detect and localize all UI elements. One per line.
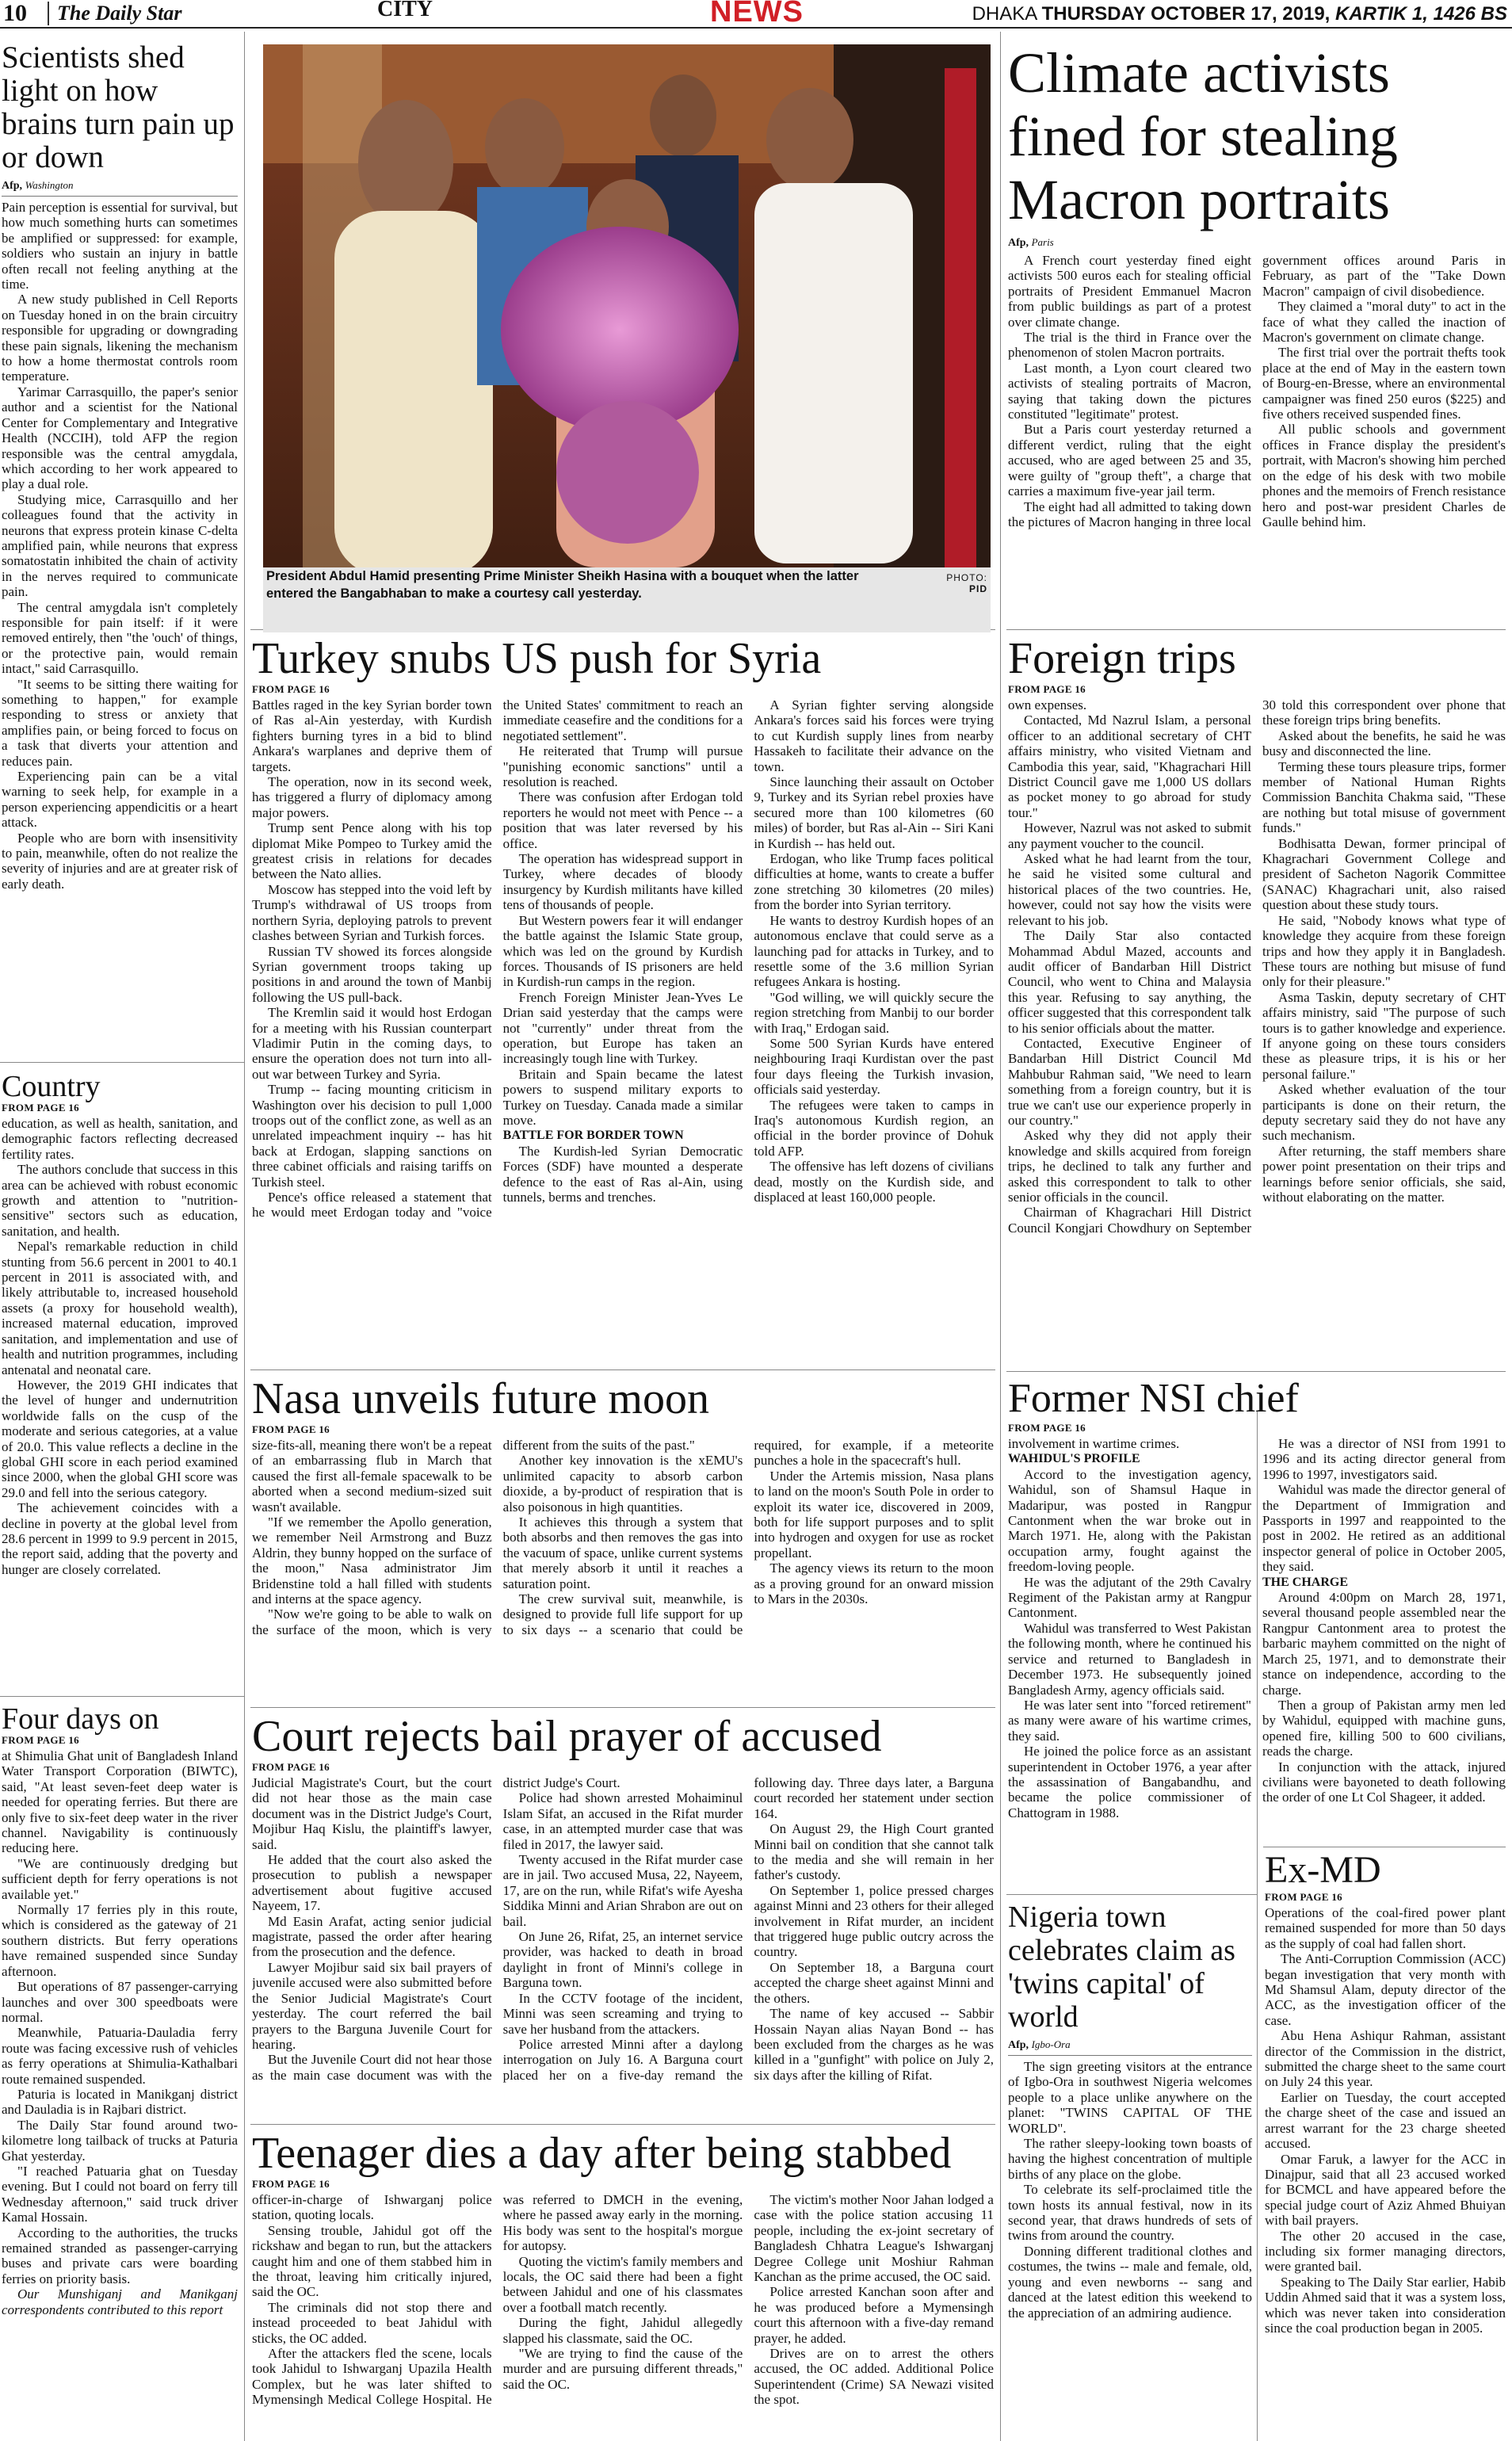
paragraph: Asked whether evaluation of the tour participants is done on their return, the deputy secretary said they do not have any such mechanism. — [1262, 1082, 1506, 1144]
paragraph: But the Juvenile Court did not hear those as the main case document was with the district Judge's Court. — [252, 1775, 620, 2083]
dateline-bangla: KARTIK 1, 1426 BS — [1335, 3, 1507, 25]
paragraph: On August 29, the High Court granted Minni bail on condition that she cannot talk to the media and she will remain in her father's custody. — [754, 1821, 994, 1883]
story-rule — [250, 1369, 995, 1370]
paragraph: Lawyer Mojibur said six bail prayers of juvenile accused were also submitted before the Senior Judicial Magistrate's Court yesterday. The court referred the bail prayers to the Barguna Juvenile Court for hearing. — [252, 1959, 492, 2052]
story-rule — [1006, 629, 1506, 630]
dateline — [972, 3, 1507, 25]
paragraph: The sign greeting visitors at the entrance of Igbo-Ora in southwest Nigeria welcomes people to a place unlike anywhere on the planet: "TWINS CAPITAL OF THE WORLD". — [1008, 2059, 1252, 2136]
from-page: FROM PAGE 16 — [252, 1761, 330, 1773]
paragraph: In conjunction with the attack, injured civilians were bayoneted to death following the order of one Lt Col Shageer, it added. — [1262, 1759, 1506, 1805]
paragraph: The Kurdish-led Syrian Democratic Forces (SDF) have mounted a desperate defence to the east of Ras al-Ain, using tunnels, berms and trenches. — [502, 1143, 743, 1205]
paragraph: "Now we're going to be able to walk on the surface of the moon, which is very different from the suits of the past." — [252, 1438, 695, 1637]
story-climate — [1008, 41, 1506, 626]
paragraph: at Shimulia Ghat unit of Bangladesh Inland Water Transport Corporation (BIWTC), said, "At least seven-feet deep water is needed for operating ferries. But there are only five to six-feet deep water in the river channel. Navigability is continuously reducing here. — [2, 1748, 238, 1856]
paragraph: Asked what he had learnt from the tour, he said he visited some cultural and historical places of the two countries. He, however, could not say how the visits were relevant to his job. — [1008, 851, 1251, 928]
place: Paris — [1031, 236, 1054, 248]
article-body — [252, 1775, 994, 2083]
paragraph: The central amygdala isn't completely responsible for pain itself: if it were removed entirely, then "the 'ouch' of things, or the protective pain, would remain intact," said Carrasquillo. — [2, 599, 238, 677]
paragraph: The Anti-Corruption Commission (ACC) began investigation that very month with Md Shamsul Alam, deputy director of the ACC, as the investigation officer of the case. — [1265, 1951, 1506, 2028]
story-nasa — [252, 1374, 994, 1702]
byline — [2, 179, 238, 193]
paragraph: In the CCTV footage of the incident, Minni was seen screaming and trying to save her husband from the attackers. — [502, 1990, 743, 2037]
paragraph: The trial is the third in France over the phenomenon of stolen Macron portraits. — [1008, 330, 1251, 361]
paragraph: All public schools and government offices in France display the president's portrait, with Macron's showing him perched on the edge of his desk with two mobile phones and the memoirs of French resistance hero and post-war president Charles de Gaulle behind him. — [1262, 422, 1506, 529]
from-page: FROM PAGE 16 — [252, 683, 330, 695]
paragraph: A French court yesterday fined eight activists 500 euros each for stealing official portraits of President Emmanuel Macron from public buildings as part of a protest over climate change. — [1008, 253, 1251, 330]
article-body — [1008, 697, 1506, 1236]
paragraph: Yarimar Carrasquillo, the paper's senior author and a scientist for the National Center for Complementary and Integrative Health (NCCIH), told AFP the region responsible was the central amygdala, which according to her work appeared to play a dual role. — [2, 384, 238, 492]
article-body — [1265, 1905, 1506, 2336]
paragraph: But a Paris court yesterday returned a different verdict, ruling that the eight accused, who are aged between 25 and 35, were guilty of "group theft", a charge that carries a maximum five-year jail term. — [1008, 422, 1251, 499]
headline: Four days on — [2, 1704, 159, 1736]
paragraph: The offensive has left dozens of civilians dead, mostly on the Kurdish side, and displaced at least 160,000 people. — [754, 1159, 994, 1205]
from-page: FROM PAGE 16 — [2, 1734, 79, 1746]
paragraph: The refugees were taken to camps in Iraq's autonomous Kurdish region, an official in the border province of Dohuk told AFP. — [754, 1097, 994, 1159]
paragraph: The crew survival suit, meanwhile, is designed to provide full life support for up to six days -- a scenario that could be required, for example, if a meteorite punches a hole in the spacecraft's hull. — [502, 1438, 994, 1637]
paragraph: The agency views its return to the moon as a proving ground for an onward mission to Mars in the 2030s. — [754, 1560, 994, 1607]
paragraph: The eight had all admitted to taking down the pictures of Macron hanging in three local government offices around Paris in February, as part of the "Take Down Macron" campaign of civil disobedience. — [1008, 253, 1506, 529]
caption-text: President Abdul Hamid presenting Prime Minister Sheikh Hasina with a bouquet when the latter entered the Bangabhaban to make a courtesy call yesterday. — [266, 569, 859, 601]
paragraph: According to the authorities, the trucks remained stranded as passenger-carrying buses and private cars were boarding ferries on priority basis. — [2, 2225, 238, 2286]
paragraph: "We are continuously dredging but sufficient depth for ferry operations is not available yet." — [2, 1855, 238, 1902]
paragraph: Terming these tours pleasure trips, former member of National Human Rights Commission Banchita Chakma said, "These are nothing but total misuse of government funds." — [1262, 758, 1506, 836]
paragraph: Wahidul was transferred to West Pakistan the following month, where he continued his service and returned to Bangladesh in December 1973. He subsequently joined Bangladesh Army, agency officials said. — [1008, 1620, 1251, 1698]
paragraph: Erdogan, who like Trump faces political difficulties at home, wants to create a buffer zone stretching 30 kilometres (20 miles) from the border into Syrian territory. — [754, 851, 994, 913]
paragraph: It achieves this through a system that both absorbs and then removes the gas into the vacuum of space, unlike current systems that merely absorb it until it reaches a saturation point. — [502, 1515, 743, 1591]
article-body — [1008, 1436, 1506, 1820]
paragraph: Md Easin Arafat, acting senior judicial magistrate, passed the order after hearing from the prosecution and the defence. — [252, 1913, 492, 1960]
headline: Climate activists fined for stealing Macron portraits — [1008, 41, 1398, 231]
headline: Court rejects bail prayer of accused — [252, 1712, 882, 1761]
paragraph: Paturia is located in Manikganj district and Dauladia is in Rajbari district. — [2, 2086, 238, 2118]
paragraph: The Daily Star found around two-kilometre long tailback of trucks at Paturia Ghat yesterday. — [2, 2117, 238, 2164]
paragraph: size-fits-all, meaning there won't be a repeat of an embarrassing flub in March that caused the first all-female spacewalk to be aborted when a second medium-sized suit wasn't available. — [252, 1438, 492, 1515]
story-court — [252, 1712, 994, 2119]
paragraph: On June 26, Rifat, 25, an internet service provider, was hacked to death in broad daylight in front of Minni's college in Barguna town. — [502, 1929, 743, 1991]
story-ex-md — [1265, 1850, 1506, 2438]
paragraph: Around 4:00pm on March 28, 1971, several thousand people assembled near the Rangpur Cantonment area to protest the barbaric mayhem committed on the night of March 25, 1971, and to demonstrate their stance on independence, according to the charge. — [1262, 1590, 1506, 1698]
article-body — [2, 200, 238, 892]
paragraph: People who are born with insensitivity to pain, meanwhile, often do not realize the severity of injuries and are at greater risk of early death. — [2, 830, 238, 892]
article-body — [252, 697, 994, 1220]
paragraph: Experiencing pain can be a vital warning to seek help, for example in a person experiencing appendicitis or a heart attack. — [2, 769, 238, 831]
paragraph: Drives are on to arrest the others accused, the OC added. Additional Police Superintendent (Crime) SA Newazi visited the spot. — [754, 2346, 994, 2408]
paragraph: Operations of the coal-fired power plant remained suspended for more than 50 days as the supply of coal had fallen short. — [1265, 1905, 1506, 1951]
paragraph: "God willing, we will quickly secure the region stretching from Manbij to our border with Iraq," Erdogan said. — [754, 989, 994, 1036]
paragraph: The operation, now in its second week, has triggered a flurry of diplomacy among major powers. — [252, 774, 492, 820]
photo-credit — [946, 572, 987, 594]
story-rule — [1006, 1894, 1257, 1895]
paragraph: Studying mice, Carrasquillo and her colleagues found that the activity in neurons that express protein kinase C-delta amplified pain, while neurons that express somatostatin inhibited the chain of activity in the nerves required to communicate pain. — [2, 491, 238, 600]
story-four-days — [2, 1704, 238, 2438]
agency: Afp, — [1008, 2039, 1029, 2051]
article-body — [2, 1116, 238, 1577]
paragraph: Speaking to The Daily Star earlier, Habib Uddin Ahmed said that it was a system loss, which was never taken into consideration since the coal production began in 2005. — [1265, 2274, 1506, 2336]
paragraph: During the fight, Jahidul allegedly slapped his classmate, said the OC. — [502, 2315, 743, 2346]
paragraph: He was the adjutant of the 29th Cavalry Regiment of the Pakistan army at Rangpur Cantonment. — [1008, 1574, 1251, 1621]
paragraph: Quoting the victim's family members and locals, the OC said there had been a fight between Jahidul and one of his classmates over a football match recently. — [502, 2253, 743, 2315]
story-teenager — [252, 2129, 994, 2438]
story-rule — [250, 1707, 995, 1708]
paragraph: The other 20 accused in the case, including six former managing directors, were granted bail. — [1265, 2228, 1506, 2275]
agency: Afp, — [2, 180, 23, 192]
paragraph: The rather sleepy-looking town boasts of having the highest concentration of multiple births of any place on the globe. — [1008, 2136, 1252, 2182]
paragraph: Another key innovation is the xEMU's unlimited capacity to absorb carbon dioxide, a by-product of respiration that is also poisonous in high quantities. — [502, 1453, 743, 1515]
from-page: FROM PAGE 16 — [1008, 683, 1086, 695]
paragraph: Last month, a Lyon court cleared two activists of stealing portraits of Macron, saying that taking down the pictures constituted "legitimate" protest. — [1008, 360, 1251, 422]
paragraph: Pence's office released a statement that he would meet Erdogan today and "voice the United States' commitment to reach an immediate ceasefire and the conditions for a negotiated settlement". — [252, 697, 743, 1220]
story-country — [2, 1072, 238, 1691]
story-rule — [1006, 1371, 1506, 1372]
paragraph: "If we remember the Apollo generation, we remember Neil Armstrong and Buzz Aldrin, they bunny hopped on the surface of the moon," Nasa administrator Jim Bridenstine told a hall filled with students and interns at the space agency. — [252, 1515, 492, 1607]
credit-label: PHOTO: — [946, 572, 987, 583]
paragraph: Donning different traditional clothes and costumes, the twins -- male and female, old, young and even newborns -- sang and danced at the latest edition this weekend to the appreciation of an admiring audience. — [1008, 2243, 1252, 2321]
paragraph: But Western powers fear it will endanger the battle against the Islamic State group, which was led on the ground by Kurdish forces. Thousands of IS prisoners are held in Kurdish-run camps in the region. — [502, 912, 743, 990]
place: Washington — [25, 179, 74, 191]
story-nsi-chief — [1008, 1376, 1506, 1842]
paragraph: Accord to the investigation agency, Wahidul, son of Shamsul Haque in Madaripur, was posted in Rangpur Cantonment when the war broke out in March 1971. He, along with the Pakistan occupation army, fought against the freedom-loving people. — [1008, 1466, 1251, 1575]
paragraph: Meanwhile, Patuaria-Dauladia ferry route was facing excessive rush of vehicles as ferry operations at Shimulia-Kathalbari route remained suspended. — [2, 2025, 238, 2087]
paragraph: Abu Hena Ashiqur Rahman, assistant director of the Commission in the district, submitted the charge sheet to the same court on July 24 this year. — [1265, 2028, 1506, 2090]
paragraph: Russian TV showed its forces alongside Syrian government troops taking up positions in and around the town of Manbij following the US pull-back. — [252, 943, 492, 1005]
paragraph: The achievement coincides with a decline in poverty at the global level from 28.6 percent in 1999 to 9.9 percent in 2015, the report said, adding that the poverty and hunger are closely correlated. — [2, 1500, 238, 1577]
paragraph: After the attackers fled the scene, locals took Jahidul to Ishwarganj Upazila Health Complex, but he was later shifted to Mymensingh Medical College Hospital. He was referred to DMCH in the evening, where he passed away early in the morning. His body was sent to the hospital's morgue for autopsy. — [252, 2192, 743, 2408]
paragraph: They claimed a "moral duty" to act in the face of what they called the inaction of Macron's government on climate change. — [1262, 299, 1506, 346]
headline: Country — [2, 1072, 101, 1103]
section-label: CITY — [377, 0, 433, 21]
paragraph: He wants to destroy Kurdish hopes of an autonomous enclave that could serve as a launching pad for attacks in Turkey, and to resettle some of the 3.6 million Syrian refugees Ankara is hosting. — [754, 912, 994, 990]
paragraph: On September 1, police pressed charges against Minni and 23 others for their alleged involvement in Rifat murder, an incident that triggered huge public outcry across the country. — [754, 1882, 994, 1960]
paragraph: The criminals did not stop there and instead proceeded to beat Jahidul with sticks, the OC added. — [252, 2299, 492, 2346]
credit-source: PID — [968, 583, 987, 594]
story-scientists — [2, 41, 238, 1060]
dateline-city: DHAKA — [972, 3, 1037, 25]
paragraph: Under the Artemis mission, Nasa plans to land on the moon's South Pole in order to exploit its water ice, discovered in 2009, both for life support purposes and to split into hydrogen and oxygen for use as rocket propellant. — [754, 1468, 994, 1560]
paragraph: He joined the police force as an assistant superintendent in October 1976, a year after the assassination of Bangabandhu, and became the police commissioner of Chattogram in 1988. — [1008, 1744, 1251, 1820]
story-nigeria — [1008, 1900, 1252, 2438]
paragraph: "We are trying to find the cause of the murder and are pursuing different threads," said the OC. — [502, 2346, 743, 2392]
byline — [1008, 236, 1506, 250]
paragraph: Contacted, Md Nazrul Islam, a personal officer to an additional secretary of CHT affairs ministry, who visited Vietnam and Cambodia this year, said, "Khagrachari Hill District Council gave me 1,000 US dollars as pocket money to go abroad for study tour." — [1008, 712, 1251, 820]
headline: Foreign trips — [1008, 634, 1236, 683]
paragraph: After returning, the staff members share power point presentation on their trips and learnings before senior officials, she said, without elaborating on the matter. — [1262, 1143, 1506, 1205]
headline: Ex-MD — [1265, 1850, 1381, 1891]
paragraph: But operations of 87 passenger-carrying launches and over 300 speedboats were normal. — [2, 1979, 238, 2025]
article-body — [2, 1748, 238, 2317]
paragraph: own expenses. — [1008, 697, 1087, 712]
paragraph: A new study published in Cell Reports on Tuesday honed in on the brain circuitry responsible for upgrading or downgrading these pain signals, likening the mechanism to how a home thermostat controls room temperature. — [2, 292, 238, 384]
paragraph: Police arrested Minni after a daylong interrogation on July 16. A Barguna court placed her on a five-day remand the following day. Three days later, a Barguna court recorded her statement under section 164. — [502, 1775, 994, 2083]
article-body — [1008, 2059, 1252, 2321]
paragraph: Asma Taskin, deputy secretary of CHT affairs ministry, said "The purpose of such tours is to gather knowledge and experience. If anyone going on these tours considers these as pleasure trips, it is his or her personal failure." — [1262, 989, 1506, 1082]
headline: Nigeria town celebrates claim as 'twins capital' of world — [1008, 1900, 1235, 2034]
paragraph: Chairman of Khagrachari Hill District Council Kongjari Chowdhury on September 30 told this correspondent over phone that these foreign trips bring benefits. — [1008, 697, 1506, 1236]
paragraph: Police had shown arrested Mohaiminul Islam Sifat, an accused in the Rifat murder case, in an attempted murder case that was filed in 2017, the lawyer said. — [502, 1790, 743, 1852]
paragraph: Earlier on Tuesday, the court accepted the charge sheet of the case and issued an arrest warrant for the 23 charge sheeted accused. — [1265, 2089, 1506, 2152]
paragraph: Britain and Spain became the latest powers to suspend military exports to Turkey on Tuesday. Canada made a similar move. — [502, 1066, 743, 1128]
headline: Turkey snubs US push for Syria — [252, 634, 822, 683]
from-page: FROM PAGE 16 — [252, 2178, 330, 2190]
paragraph: However, Nazrul was not asked to submit any payment voucher to the council. — [1008, 820, 1251, 851]
paragraph: officer-in-charge of Ishwarganj police station, quoting locals. — [252, 2192, 492, 2223]
paragraph: Trump sent Pence along with his top diplomat Mike Pompeo to Turkey amid the greatest crisis in relations for decades between the Nato allies. — [252, 820, 492, 882]
paragraph: Some 500 Syrian Kurds have entered neighbouring Iraqi Kurdistan over the past four days fleeing the Turkish invasion, officials said yesterday. — [754, 1035, 994, 1098]
paragraph: Normally 17 ferries ply in this route, which is considered as the gateway of 21 southern districts. But ferry operations have remained suspended since Sunday afternoon. — [2, 1902, 238, 1979]
paragraph: Omar Faruk, a lawyer for the ACC in Dinajpur, said that all 23 accused worked for BCMCL and have appeared before the special judge court of Aziz Ahmed Bhuiyan with bail prayers. — [1265, 2151, 1506, 2229]
paragraph: He was a director of NSI from 1991 to 1996 and its acting director general from 1996 to 1997, investigators said. — [1262, 1436, 1506, 1482]
paragraph: Twenty accused in the Rifat murder case are in jail. Two accused Musa, 22, Nayeem, 17, are on the run, while Rifat's wife Ayesha Siddika Minni and Arian Shrabon are out on bail. — [502, 1852, 743, 1929]
paragraph: Police arrested Kanchan soon after and he was produced before a Mymensingh court this afternoon with a five-day remand prayer, he added. — [754, 2284, 994, 2346]
headline: Nasa unveils future moon — [252, 1374, 709, 1423]
paragraph: Since launching their assault on October 9, Turkey and its Syrian rebel proxies have secured more than 100 kilometres (60 miles) of border, but Ras al-Ain -- Siri Kani in Kurdish -- has held out. — [754, 774, 994, 851]
story-foreign-trips — [1008, 634, 1506, 1368]
article-body — [252, 2192, 994, 2408]
from-page: FROM PAGE 16 — [1265, 1891, 1342, 1903]
paragraph: The victim's mother Noor Jahan lodged a case with the police station accusing 11 people, including the ex-joint secretary of Bangladesh Chhatra League's Ishwarganj Degree College unit Moshiur Rahman Kanchan as the prime accused, the OC said. — [754, 2192, 994, 2285]
paragraph: He reiterated that Trump will pursue "punishing economic sanctions" until a resolution is reached. — [502, 743, 743, 790]
headline: Former NSI chief — [1008, 1376, 1299, 1421]
paragraph: Sensing trouble, Jahidul got off the rickshaw and began to run, but the attackers caught him and one of them stabbed him in the throat, leaving him critically injured, said the OC. — [252, 2222, 492, 2300]
subhead: THE CHARGE — [1262, 1575, 1349, 1589]
agency: Afp, — [1008, 237, 1029, 249]
paragraph: Trump -- facing mounting criticism in Washington over his decision to pull 1,000 troops out of the conflict zone, as well as an unrelated impeachment inquiry -- has hit back at Erdogan, slapping sanctions on three cabinet officials and raising tariffs on Turkish steel. — [252, 1082, 492, 1190]
footnote: Our Munshiganj and Manikganj correspondents contributed to this report — [2, 2286, 238, 2317]
headline: Teenager dies a day after being stabbed — [252, 2129, 952, 2178]
paragraph: Judicial Magistrate's Court, but the court did not hear those as the main case document was in the District Judge's Court, Mojibur Haq Kislu, the plaintiff's lawyer, said. — [252, 1775, 492, 1852]
paragraph: Wahidul was made the director general of the Department of Immigration and Passports in 1997 and reappointed to the post in 2002. He retired as an additional inspector general of police in October 2005, they said. — [1262, 1482, 1506, 1575]
paragraph: Bodhisatta Dewan, former principal of Khagrachari Government College and president of Sacheton Nagorik Committee (SANAC) Khagrachari unit, also raised question about these study tours. — [1262, 835, 1506, 913]
page-header — [0, 0, 1512, 29]
paragraph: There was confusion after Erdogan told reporters he would not meet with Pence -- a position that was later reversed by his office. — [502, 789, 743, 851]
paragraph: On September 18, a Barguna court accepted the charge sheet against Minni and the others. — [754, 1959, 994, 2006]
story-rule — [0, 1062, 244, 1063]
from-page: FROM PAGE 16 — [252, 1423, 330, 1435]
paragraph: Asked why they did not apply their knowledge and skills acquired from foreign trips, he declined to talk any further and asked this correspondent to talk to other senior officials in the council. — [1008, 1128, 1251, 1205]
subhead: BATTLE FOR BORDER TOWN — [502, 1129, 684, 1143]
byline — [1008, 2038, 1252, 2052]
paragraph: Contacted, Executive Engineer of Bandarban Hill District Council Md Mahbubur Rahman said, "We need to learn something from a foreign country, but it is true we can't use our experience properly in our country." — [1008, 1035, 1251, 1128]
article-body — [252, 1438, 994, 1637]
column-rule — [244, 32, 245, 2441]
column-rule — [1000, 32, 1001, 2441]
paragraph: Pain perception is essential for survival, but how much something hurts can sometimes be amplified or suppressed: for example, soldiers who sustain an injury in battle often recall not feeling anything at the time. — [2, 200, 238, 292]
story-rule — [0, 1696, 244, 1697]
paragraph: The authors conclude that success in this area can be achieved with robust economic growth and attention to "nutrition-sensitive" sectors such as education, sanitation, and health. — [2, 1162, 238, 1239]
from-page: FROM PAGE 16 — [1008, 1422, 1086, 1434]
article-body — [1008, 253, 1506, 529]
paragraph: French Foreign Minister Jean-Yves Le Drian said yesterday that the camps were not "currently" under threat from the operation, but Europe has taken an increasingly tough line with Turkey. — [502, 989, 743, 1067]
paragraph: The name of key accused -- Sabbir Hossain Nayan alias Nayan Bond -- has been excluded from the charges as he was killed in a "gunfight" with police on July 2, six days after the killing of Rifat. — [754, 2006, 994, 2083]
place: Igbo-Ora — [1031, 2038, 1071, 2050]
paragraph: Moscow has stepped into the void left by Trump's withdrawal of US troops from northern Syria, deploying patrols to prevent clashes between Syrian and Turkish forces. — [252, 881, 492, 944]
paragraph: "I reached Patuaria ghat on Tuesday evening. But I could not board on ferry till Wednesday afternoon," said truck driver Kamal Hossain. — [2, 2163, 238, 2225]
paragraph: education, as well as health, sanitation, and demographic factors reflecting decreased fertility rates. — [2, 1116, 238, 1162]
from-page: FROM PAGE 16 — [2, 1102, 79, 1114]
paragraph: "It seems to be sitting there waiting for something to happen," for example responding to stress or anxiety that amplifies pain, or being forced to focus on a task that diverts your attention and reduces pain. — [2, 676, 238, 769]
paragraph: He added that the court also asked the prosecution to publish a newspaper advertisement about fugitive accused Nayeem, 17. — [252, 1852, 492, 1914]
paragraph: Battles raged in the key Syrian border town of Ras al-Ain yesterday, with Kurdish fighters burning tyres in a bid to blind Ankara's warplanes and deprive them of targets. — [252, 697, 492, 774]
subhead: WAHIDUL'S PROFILE — [1008, 1452, 1140, 1466]
paragraph: Asked about the benefits, he said he was busy and disconnected the line. — [1262, 728, 1506, 759]
paragraph: The operation has widespread support in Turkey, where decades of bloody insurgency by Kurdish militants have killed tens of thousands of people. — [502, 851, 743, 913]
paragraph: He said, "Nobody knows what type of knowledge they acquire from these foreign trips and how they apply it in Bangladesh. These tours are nothing but misuse of fund only for their pleasure." — [1262, 912, 1506, 990]
paragraph: Then a group of Pakistan army men led by Wahidul, equipped with machine guns, opened fire, killing 500 to 600 civilians, reads the charge. — [1262, 1697, 1506, 1759]
paragraph: However, the 2019 GHI indicates that the level of hunger and undernutrition worldwide falls on the cusp of the moderate and serious categories, at a value of 20.0. This value reflects a decline in the global GHI score in each period examined since 2000, when the global GHI score was 29.0 and fell into the serious category. — [2, 1377, 238, 1500]
bouquet-photo-illustration — [263, 44, 991, 632]
news-label: NEWS — [710, 0, 804, 29]
paragraph: He was later sent into "forced retirement" as many were aware of his wartime crimes, they said. — [1008, 1697, 1251, 1744]
dateline-date: THURSDAY OCTOBER 17, 2019, — [1041, 3, 1331, 25]
paragraph: The Kremlin said it would host Erdogan for a meeting with his Russian counterpart Vladimir Putin in the coming days, to ensure the operation does not turn into all-out war between Turkey and Syria. — [252, 1005, 492, 1082]
headline: Scientists shed light on how brains turn pain up or down — [2, 41, 235, 174]
paragraph: involvement in wartime crimes. — [1008, 1436, 1180, 1451]
paragraph: The Daily Star also contacted Mohammad Abdul Mazed, accounts and audit officer of Bandarban Hill District Council, who went to China and Malaysia this year. Refusing to say anything, the officer suggested that this correspondent talk to his senior officials about the matter. — [1008, 928, 1251, 1036]
paragraph: Nepal's remarkable reduction in child stunting from 56.6 percent in 2001 to 40.1 percent in 2011 is associated with, and likely attributable to, increased household assets (a proxy for household wealth), increased maternal education, improved sanitation, and implementation and use of health and nutrition programmes, including antenatal and neonatal care. — [2, 1239, 238, 1377]
paragraph: The first trial over the portrait thefts took place at the end of May in the eastern town of Bourg-en-Bresse, where an environmental campaigner was fined 250 euros ($225) and five others received suspended fines. — [1262, 345, 1506, 422]
paragraph: To celebrate its self-proclaimed title the town hosts its annual festival, now in its second year, that draws hundreds of sets of twins from around the country. — [1008, 2182, 1252, 2244]
paragraph: A Syrian fighter serving alongside Ankara's forces said his forces were trying to cut Kurdish supply lines from nearby Hassakeh to facilitate their advance on the town. — [754, 697, 994, 774]
news-photo — [263, 44, 991, 632]
masthead-logo: The Daily Star — [48, 2, 181, 25]
photo-caption — [266, 567, 987, 605]
page-number: 10 — [3, 0, 27, 26]
story-rule — [250, 2124, 995, 2125]
story-turkey — [252, 634, 994, 1366]
